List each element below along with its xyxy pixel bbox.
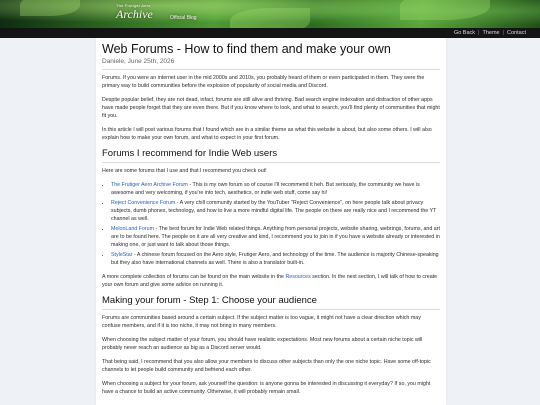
leaf-decoration (20, 0, 80, 16)
forum-list-item (111, 251, 440, 267)
section-divider (102, 162, 440, 163)
article-content (96, 38, 446, 396)
section-heading-forums: Forums I recommend for Indie Web users (102, 148, 278, 159)
forum-list-item (111, 181, 440, 197)
nav-theme[interactable]: Theme (482, 29, 500, 36)
forum-link-reject-convenience[interactable]: Reject Convenience Forum (111, 200, 176, 206)
header-banner (0, 0, 540, 28)
section-lead: Here are some forums that I use and that I recommend you check out! (102, 168, 267, 174)
forum-list (102, 181, 440, 267)
step1-paragraph: Forums are communities based around a certain subject. If the subject matter is too vague, it might not have a clear direction which may confuse members, and if it is too niche, it may not bring in many members. (102, 315, 421, 329)
forum-description: - A chinese forum focused on the Aero style, Frutiger Aero, and technology of the time. The audience is majority Chinese-speaking but they also have international channels as well. There is also a translator built-in. (111, 252, 439, 266)
section-outro (102, 273, 440, 289)
forum-description: - A very chill community started by the YouTuber "Reject Convenience", on here people talk about privacy subjects, dumb phones, technology, and how to live a more mindful digital life. The people on there are really nice and I recommend the YT channel as well. (111, 200, 437, 222)
outro-text-after: section. In the next section, I will talk of how to create your own forum and give some advice on running it. (102, 274, 438, 288)
article-title: Web Forums - How to find them and make your own (102, 42, 391, 56)
forum-link-melonland[interactable]: MelonLand Forum (111, 226, 154, 232)
forum-description: - The best forum for Indie Web related things. Anything from personal projects, website sharing, webrings, forums, and art are to be found here. The people on it are all very creative and kind, I recommend you to join in if you have a website already or interested in making one, or just want to talk about those things. (111, 226, 440, 248)
leaf-decoration (230, 8, 310, 28)
nav-links (454, 30, 526, 36)
title-divider (102, 69, 440, 70)
article-meta: Daniele, June 25th, 2026 (102, 58, 175, 65)
nav-separator: | (478, 29, 480, 36)
intro-paragraph: In this article I will post various forums that I found which are in a similar theme as what this website is about, but also some others. I will also explain how to make your own forum, and what to expect in your first forum. (102, 127, 432, 141)
forum-link-frutiger-aero[interactable]: The Frutiger Aero Archive Forum (111, 182, 188, 188)
nav-separator: | (502, 29, 505, 36)
logo-sub-text: Official Blog (170, 15, 197, 21)
intro-paragraph: Forums. If you were an internet user in the mid 2000s and 2010s, you probably heard of them or even participated in them. They were the primary way to build communities before the explosion of popularity of social media and Discord. (102, 75, 425, 89)
section-divider (102, 309, 440, 310)
leaf-decoration (400, 0, 490, 20)
forum-description: - This is my own forum so of course I'll recommend it heh. But seriously, the community we have is awesome and very welcoming, if you're into tech, aesthetics, or indie web stuff, come say hi! (111, 182, 420, 196)
step1-paragraph: When choosing a subject for your forum, ask yourself the question: is anyone gonna be interested in discussing it everyday? If so, you might have a chance to build an active community. Otherwise, it will probably remain small. (102, 381, 431, 395)
forum-link-stylestar[interactable]: StyleStar (111, 252, 133, 258)
logo-small-text: The Frutiger Aero (116, 3, 151, 8)
step1-paragraph: When choosing the subject matter of your forum, you should have realistic expectations. Most new forums about a certain niche topic will probably never reach an audience as big as a Discord server would. (102, 337, 423, 351)
nav-contact[interactable]: Contact (507, 29, 526, 36)
article-page (96, 38, 446, 405)
nav-go-back[interactable]: Go Back (453, 29, 476, 36)
logo-main-text: Archive (116, 7, 153, 21)
section-heading-step1: Making your forum - Step 1: Choose your audience (102, 295, 317, 306)
forum-list-item (111, 199, 440, 223)
step1-paragraph: That being said, I recommend that you also allow your members to discuss other subjects than only the one niche topic. Have some off-topic channels to let people build community and befriend each other. (102, 359, 431, 373)
forum-list-item (111, 225, 440, 249)
outro-text-before: A more complete collection of forums can be found on the main website in the (102, 274, 286, 280)
resources-link[interactable]: Resources (285, 274, 311, 280)
intro-paragraph: Despite popular belief, they are not dead, infact, forums are still alive and thriving. Bad search engine indexation and distraction of other apps have made people forget that they are even there. But if you know where to look, and what to search, you'll find plenty of communities that might fit you. (102, 97, 440, 119)
top-navbar (0, 28, 540, 38)
